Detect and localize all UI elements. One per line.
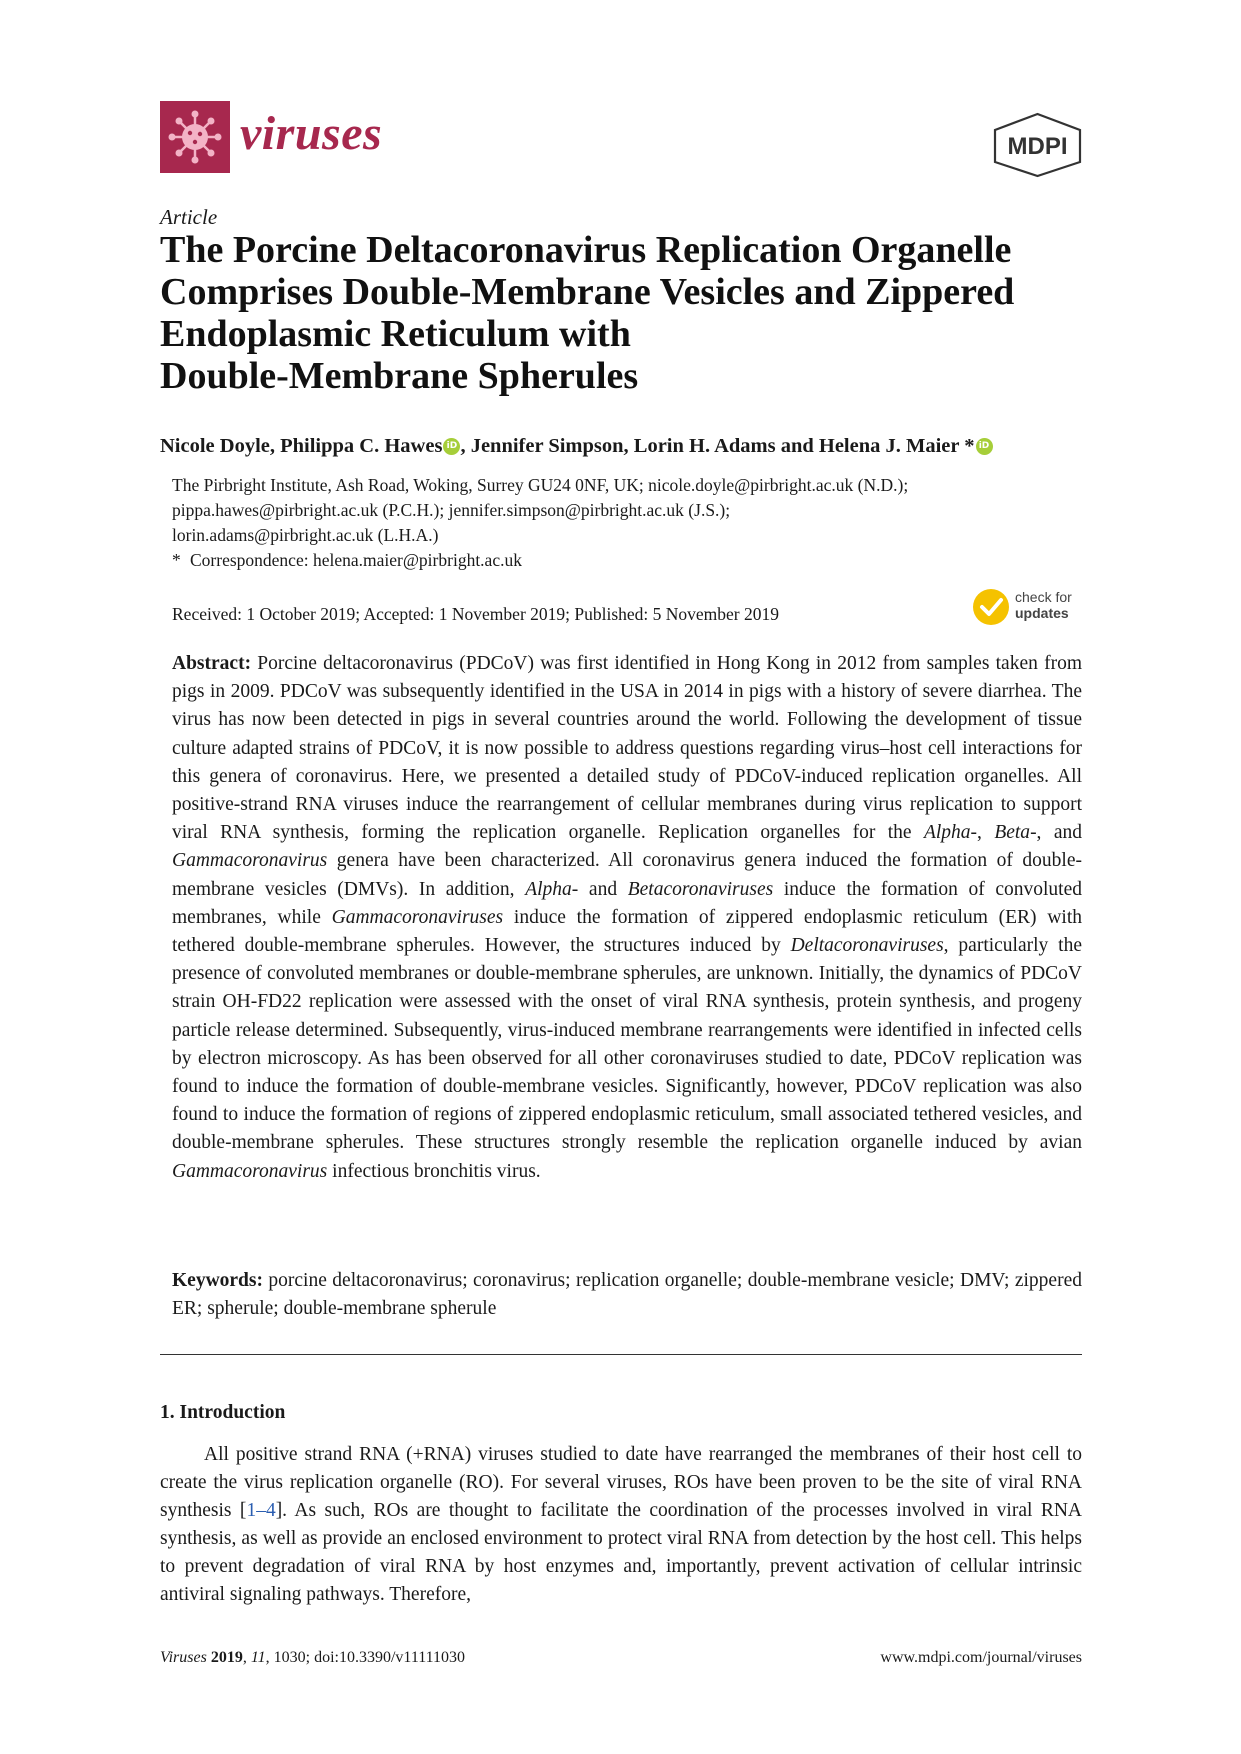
abstract	[172, 650, 1082, 1186]
introduction-paragraph	[160, 1441, 1082, 1609]
genus-name: Alpha	[525, 878, 572, 900]
author-list	[160, 433, 993, 459]
check-for-label: check for	[1015, 589, 1072, 605]
paragraph-text: ]. As such, ROs are thought to facilitate the coordination of the processes involved in viral RNA synthesis, as well as provide an enclosed environment to protect viral RNA from detection by the host cell. This helps to prevent degradation of viral RNA by host enzymes and, importantly, prevent activation of cellular intrinsic antiviral signaling pathways. Therefore,	[160, 1500, 1082, 1605]
abstract-text: -,	[970, 822, 995, 844]
title-line: Double-Membrane Spherules	[160, 355, 639, 397]
title-line: Comprises Double-Membrane Vesicles and Zippered	[160, 271, 1015, 313]
abstract-text: , particularly the presence of convoluted membranes or double-membrane spherules, are unknown. Initially, the dynamics of PDCoV strain OH-FD22 replication were assessed with the onset of viral RNA synthesis, protein synthesis, and progeny particle release determined. Subsequently, virus-induced membrane rearrangements were identified in infected cells by electron microscopy. As has been observed for all other coronaviruses studied to date, PDCoV replication was found to induce the formation of double-membrane vesicles. Significantly, however, PDCoV replication was also found to induce the formation of regions of zippered endoplasmic reticulum, small associated tethered vesicles, and double-membrane spherules. These structures strongly resemble the replication organelle induced by avian	[172, 935, 1082, 1154]
publication-dates: Received: 1 October 2019; Accepted: 1 November 2019; Published: 5 November 2019	[172, 604, 780, 624]
keywords-text: porcine deltacoronavirus; coronavirus; replication organelle; double-membrane vesicle; DMV; zippered ER; spherule; double-membrane spherule	[172, 1270, 1082, 1319]
abstract-label: Abstract:	[172, 653, 252, 674]
abstract-text: -, and	[1030, 822, 1082, 844]
journal-name: viruses	[240, 107, 383, 160]
section-heading: 1. Introduction	[160, 1402, 286, 1423]
affiliation-line: The Pirbright Institute, Ash Road, Woking, Surrey GU24 0NF, UK; nicole.doyle@pirbright.ac.uk (N.D.);	[172, 475, 909, 495]
journal-url[interactable]: www.mdpi.com/journal/viruses	[880, 1649, 1082, 1666]
publisher-logo	[990, 112, 1085, 178]
affiliation-line: pippa.hawes@pirbright.ac.uk (P.C.H.); jennifer.simpson@pirbright.ac.uk (J.S.);	[172, 500, 731, 520]
check-mark-icon	[973, 589, 1009, 625]
genus-name: Gammacoronaviruses	[331, 906, 504, 928]
updates-label: updates	[1015, 605, 1069, 621]
footer-volume: 11	[250, 1649, 266, 1666]
citation-footer: Viruses 2019, 11, 1030; doi:10.3390/v11111030	[160, 1649, 466, 1666]
orcid-icon[interactable]: iD	[443, 438, 460, 455]
affiliation	[172, 473, 1092, 548]
title-line: The Porcine Deltacoronavirus Replication Organelle	[160, 229, 1012, 271]
correspondence	[172, 548, 522, 573]
correspondence-star: *	[172, 550, 181, 570]
abstract-text: genera have been characterized. All coronavirus genera induced the formation of double-membrane vesicles (DMVs). In addition,	[172, 850, 1082, 900]
check-for-updates-badge[interactable]	[973, 587, 1093, 631]
correspondence-text[interactable]: Correspondence: helena.maier@pirbright.ac.uk	[190, 550, 522, 570]
genus-name: Gammacoronavirus	[172, 1160, 328, 1182]
title-line: Endoplasmic Reticulum with	[160, 313, 631, 355]
authors-part1: Nicole Doyle, Philippa C. Hawes	[160, 435, 443, 457]
keywords-label: Keywords:	[172, 1270, 263, 1291]
footer-year: 2019	[210, 1649, 243, 1666]
abstract-text: infectious bronchitis virus.	[327, 1160, 541, 1182]
citation-link[interactable]: 1–4	[246, 1500, 276, 1521]
footer-journal: Viruses	[160, 1649, 207, 1666]
authors-part2: , Jennifer Simpson, Lorin H. Adams and Helena J. Maier *	[460, 435, 975, 457]
footer-doi: , 1030; doi:10.3390/v11111030	[265, 1649, 466, 1666]
section-divider	[160, 1354, 1082, 1355]
abstract-text: - and	[571, 878, 628, 900]
journal-logo-icon	[160, 101, 230, 173]
article-title	[160, 229, 1100, 397]
paragraph-text: All positive strand RNA (+RNA) viruses studied to date have rearranged the membranes of their host cell to create the virus replication organelle (RO). For several viruses, ROs have been proven to be the site of viral RNA synthesis [	[160, 1444, 1082, 1521]
publisher-logo-text: MDPI	[1007, 133, 1068, 160]
genus-name: Betacoronaviruses	[627, 878, 774, 900]
genus-name: Deltacoronaviruses	[790, 935, 944, 957]
orcid-icon[interactable]: iD	[976, 438, 993, 455]
genus-name: Gammacoronavirus	[172, 850, 328, 872]
keywords	[172, 1267, 1082, 1323]
genus-name: Beta	[994, 822, 1031, 844]
abstract-text: induce the formation of convoluted membranes, while	[172, 878, 1082, 928]
genus-name: Alpha	[923, 822, 971, 844]
abstract-text: induce the formation of zippered endoplasmic reticulum (ER) with tethered double-membrane spherules. However, the structures induced by	[172, 906, 1082, 957]
article-type: Article	[160, 205, 218, 229]
abstract-text: Porcine deltacoronavirus (PDCoV) was first identified in Hong Kong in 2012 from samples taken from pigs in 2009. PDCoV was subsequently identified in the USA in 2014 in pigs with a history of severe diarrhea. The virus has now been detected in pigs in several countries around the world. Following the development of tissue culture adapted strains of PDCoV, it is now possible to address questions regarding virus–host cell interactions for this genera of coronavirus. Here, we presented a detailed study of PDCoV-induced replication organelles. All positive-strand RNA viruses induce the rearrangement of cellular membranes during virus replication to support viral RNA synthesis, forming the replication organelle. Replication organelles for the	[172, 653, 1082, 844]
affiliation-line: lorin.adams@pirbright.ac.uk (L.H.A.)	[172, 525, 439, 545]
